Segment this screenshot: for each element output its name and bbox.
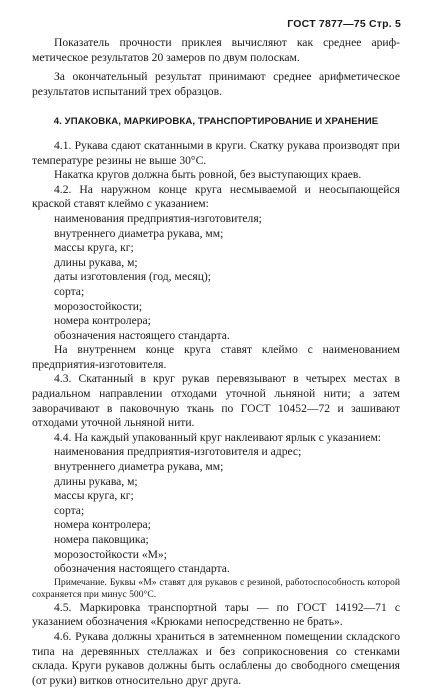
list-item: обозначения настоящего стандарта.: [54, 328, 230, 342]
list-item: сорта;: [54, 503, 85, 517]
list-item: наименования предприятия-изготовителя;: [54, 211, 262, 225]
list-item: морозостойкости «М»;: [54, 547, 167, 561]
list-item: внутреннего диаметра рукава, мм;: [54, 226, 224, 240]
paragraph-4-4: 4.4. На каждый упакованный круг наклеивают ярлык с указанием:: [54, 430, 382, 444]
note: Примечание. Буквы «М» ставят для рукавов с резиной, работоспособность которой сохраняется при минус 500°С.: [32, 576, 400, 600]
list-item: длины рукава, м;: [54, 474, 138, 488]
page-content: [32, 36, 400, 688]
paragraph: Показатель прочности приклея вычисляют как среднее арифметическое результатов 20 замеров по двум полоскам.: [32, 36, 400, 64]
list-item: внутреннего диаметра рукава, мм;: [54, 460, 224, 474]
list-item: массы круга, кг;: [54, 489, 134, 503]
paragraph-4-5: 4.5. Маркировка транспортной тары — по ГОСТ 14192—71 с указанием обозначения «Крюками непосредственно не брать».: [32, 600, 400, 629]
list-item: массы круга, кг;: [54, 241, 134, 255]
label-list: [32, 445, 400, 576]
paragraph-4-3: 4.3. Скатанный в круг рукав перевязывают в четырех местах в радиальном направлении отходами уточной льняной нити; а затем заворачивают в паковочную ткань по ГОСТ 10452—72 и зашивают отходами уточной льняной нити.: [32, 372, 400, 430]
list-item: номера паковщика;: [54, 533, 149, 546]
list-item: сорта;: [54, 284, 85, 298]
paragraph-4-6: 4.6. Рукава должны храниться в затемненном помещении складского типа на деревянных стеллажах и без соприкосновения со стенками склада. Круги рукавов должны быть ослаблены до свободного смещения (от руки) витков относительно друг друга.: [32, 629, 400, 687]
list-item: наименования предприятия-изготовителя и адрес;: [54, 445, 302, 459]
list-item: даты изготовления (год, месяц);: [54, 270, 212, 284]
paragraph: За окончательный результат принимают среднее арифметическое результатов испытаний трех образцов.: [32, 70, 400, 98]
list-item: длины рукава, м;: [54, 255, 138, 269]
paragraph: На внутреннем конце круга ставят клеймо с наименованием предприятия-изготовителя.: [32, 343, 400, 371]
paragraph-4-2: 4.2. На наружном конце круга несмываемой и неосыпающейся краской ставят клеймо с указанием:: [32, 182, 400, 211]
list-item: обозначения настоящего стандарта.: [54, 562, 230, 576]
marking-list: [32, 212, 400, 343]
running-header: ГОСТ 7877—75 Стр. 5: [287, 18, 401, 30]
list-item: номера контролера;: [54, 314, 151, 328]
section-heading: 4. УПАКОВКА, МАРКИРОВКА, ТРАНСПОРТИРОВАНИЕ И ХРАНЕНИЕ: [53, 116, 379, 128]
paragraph: Накатка кругов должна быть ровной, без выступающих краев.: [54, 168, 362, 182]
list-item: морозостойкости;: [54, 299, 143, 313]
list-item: номера контролера;: [54, 518, 151, 532]
paragraph-4-1: 4.1. Рукава сдают скатанными в круги. Скатку рукава производят при температуре резины не выше 30°С.: [32, 138, 400, 167]
